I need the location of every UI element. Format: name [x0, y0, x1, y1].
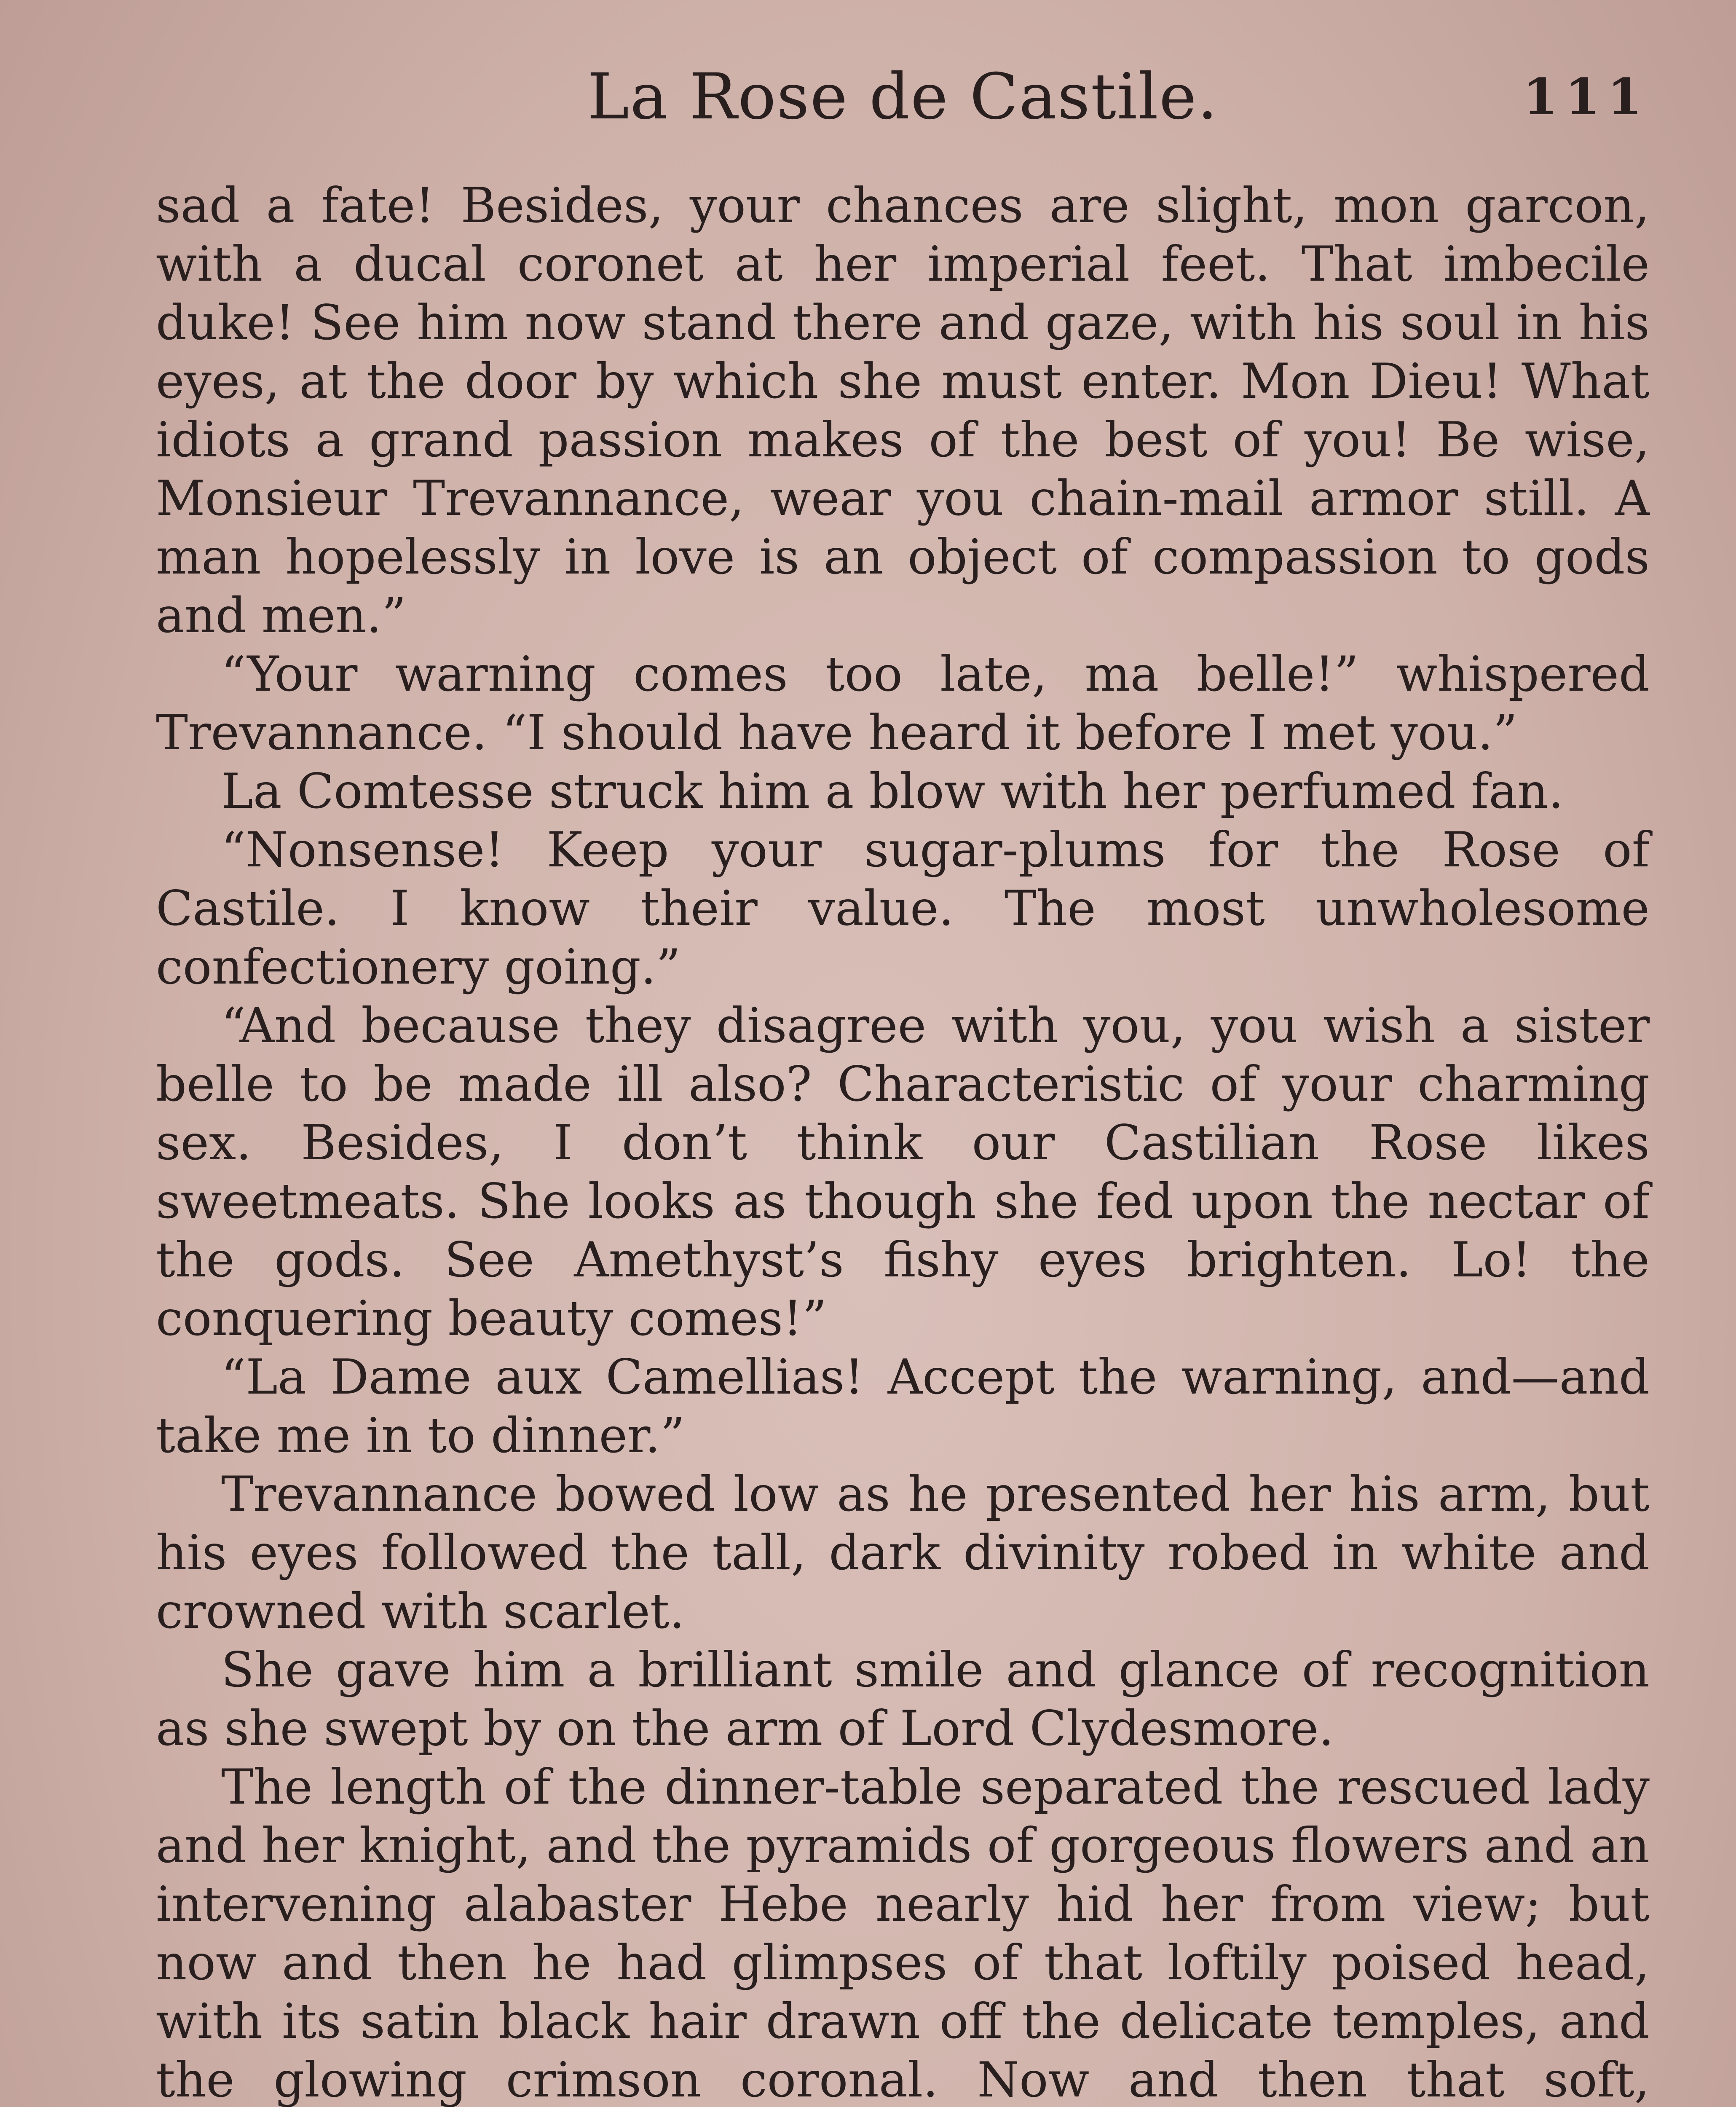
paragraph: La Comtesse struck him a blow with her perfumed fan. — [221, 763, 1564, 819]
paragraph: “Your warning comes too late, ma belle!” whispered Trevannance. “I should have heard it before I met you.” — [156, 646, 1650, 761]
paragraph: “La Dame aux Camellias! Accept the warning, and—and take me in to dinner.” — [156, 1349, 1650, 1464]
body-text — [156, 176, 1650, 2107]
paragraph: She gave him a brilliant smile and glance of recognition as she swept by on the arm of Lord Clydesmore. — [156, 1642, 1650, 1756]
page-number: 111 — [1523, 67, 1650, 126]
paragraph: “Nonsense! Keep your sugar-plums for the Rose of Castile. I know their value. The most unwholesome confectionery going.” — [156, 822, 1650, 995]
paragraph: sad a fate! Besides, your chances are slight, mon garcon, with a ducal coronet at her imperial feet. That imbecile duke! See him now stand there and gaze, with his soul in his eyes, at the door by which she must enter. Mon Dieu! What idiots a grand passion makes of the best of you! Be wise, Monsieur Trevannance, wear you chain-mail armor still. A man hopelessly in love is an object of compassion to gods and men.” — [156, 177, 1650, 643]
paragraph: “And because they disagree with you, you wish a sister belle to be made ill also? Characteristic of your charming sex. Besides, I don’t think our Castilian Rose likes sweetmeats. She looks as though she fed upon the nectar of the gods. See Amethyst’s fishy eyes brighten. Lo! the conquering beauty comes!” — [156, 997, 1650, 1346]
page-header — [156, 55, 1650, 139]
paragraph: The length of the dinner-table separated the rescued lady and her knight, and the pyramids of gorgeous flowers and an intervening alabaster Hebe nearly hid her from view; but now and then he had glimpses of that loftily poised head, with its satin black hair drawn off the delicate temples, and the glowing crimson coronal. Now and then that soft, — [156, 1759, 1650, 2107]
running-title: La Rose de Castile. — [587, 60, 1219, 134]
paragraph: Trevannance bowed low as he presented her his arm, but his eyes followed the tall, dark divinity robed in white and crowned with scarlet. — [156, 1466, 1650, 1639]
